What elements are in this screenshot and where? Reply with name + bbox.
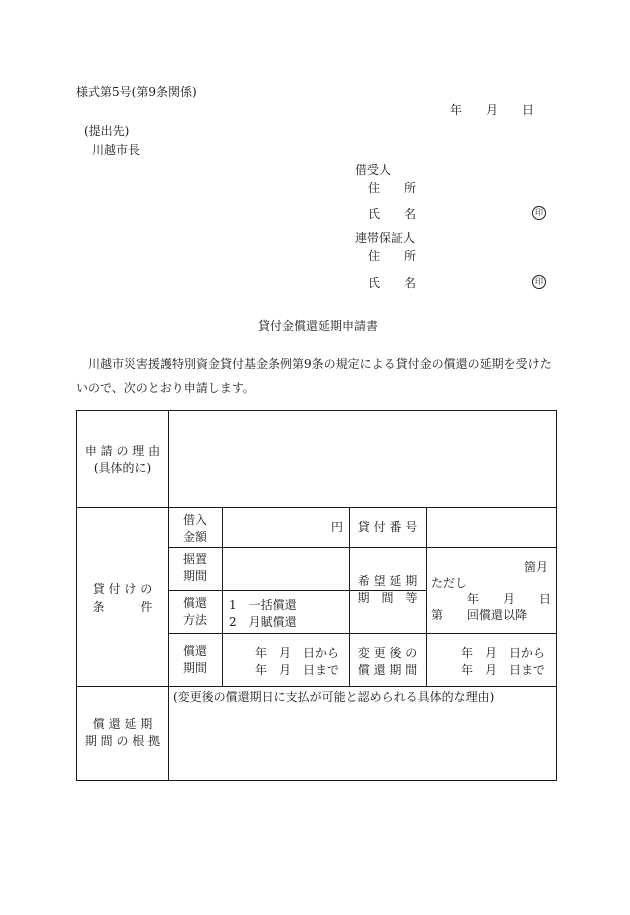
- deferment-field[interactable]: [225, 551, 346, 587]
- document-title: 貸付金償還延期申請書: [258, 319, 379, 333]
- guarantor-name-label: 氏 名: [368, 276, 417, 290]
- from-installment: 第 回償還以降: [431, 608, 528, 622]
- form-number: 様式第5号(第9条関係): [76, 85, 197, 99]
- loan-number-field[interactable]: [429, 511, 553, 543]
- reason-label: 申 請 の 理 由 (具体的に): [84, 444, 161, 475]
- application-table: [76, 410, 557, 781]
- guarantor-label: 連帯保証人: [355, 231, 416, 245]
- basis-field[interactable]: [173, 707, 551, 775]
- submit-to-label: (提出先): [84, 124, 130, 138]
- basis-note: (変更後の償還期日に支払が可能と認められる具体的な理由): [173, 690, 495, 704]
- loan-amount-unit: 円: [331, 520, 344, 534]
- loan-number-label: 貸 付 番 号: [357, 520, 418, 534]
- reason-field[interactable]: [173, 421, 551, 501]
- basis-label: 償 還 延 期 期 間 の 根 拠: [84, 717, 161, 748]
- new-period-range: 年 月 日から 年 月 日まで: [460, 646, 545, 677]
- loan-amount-label: 借入 金額: [182, 513, 207, 544]
- borrower-name-label: 氏 名: [368, 207, 417, 221]
- borrower-address-label: 住 所: [368, 181, 417, 195]
- however-date: 年 月 日: [467, 592, 552, 606]
- repayment-method-options: 1 一括償還 2 月賦償還: [229, 598, 297, 629]
- however-label: ただし: [431, 576, 468, 590]
- repayment-period-label: 償還 期間: [182, 644, 207, 675]
- deferment-label: 据置 期間: [182, 552, 207, 583]
- date-line: 年 月 日: [450, 103, 535, 117]
- desired-extension-label: 希 望 延 期 期 間 等: [357, 574, 418, 605]
- months-unit: 箇月: [524, 560, 549, 574]
- guarantor-seal-icon: 印: [532, 275, 546, 289]
- borrower-seal-icon: 印: [532, 206, 546, 220]
- body-text: 川越市災害援護特別資金貸付基金条例第9条の規定による貸付金の償還の延期を受けたいので、次のとおり申請します。: [76, 357, 552, 395]
- borrower-label: 借受人: [355, 163, 392, 177]
- new-period-label: 変 更 後 の 償 還 期 間: [357, 646, 418, 677]
- repayment-method-label: 償還 方法: [182, 596, 207, 627]
- guarantor-address-label: 住 所: [368, 249, 417, 263]
- current-period-range: 年 月 日から 年 月 日まで: [254, 646, 339, 677]
- loan-conditions-label: 貸 付 け の 条 件: [92, 582, 153, 614]
- submit-to: 川越市長: [92, 143, 141, 157]
